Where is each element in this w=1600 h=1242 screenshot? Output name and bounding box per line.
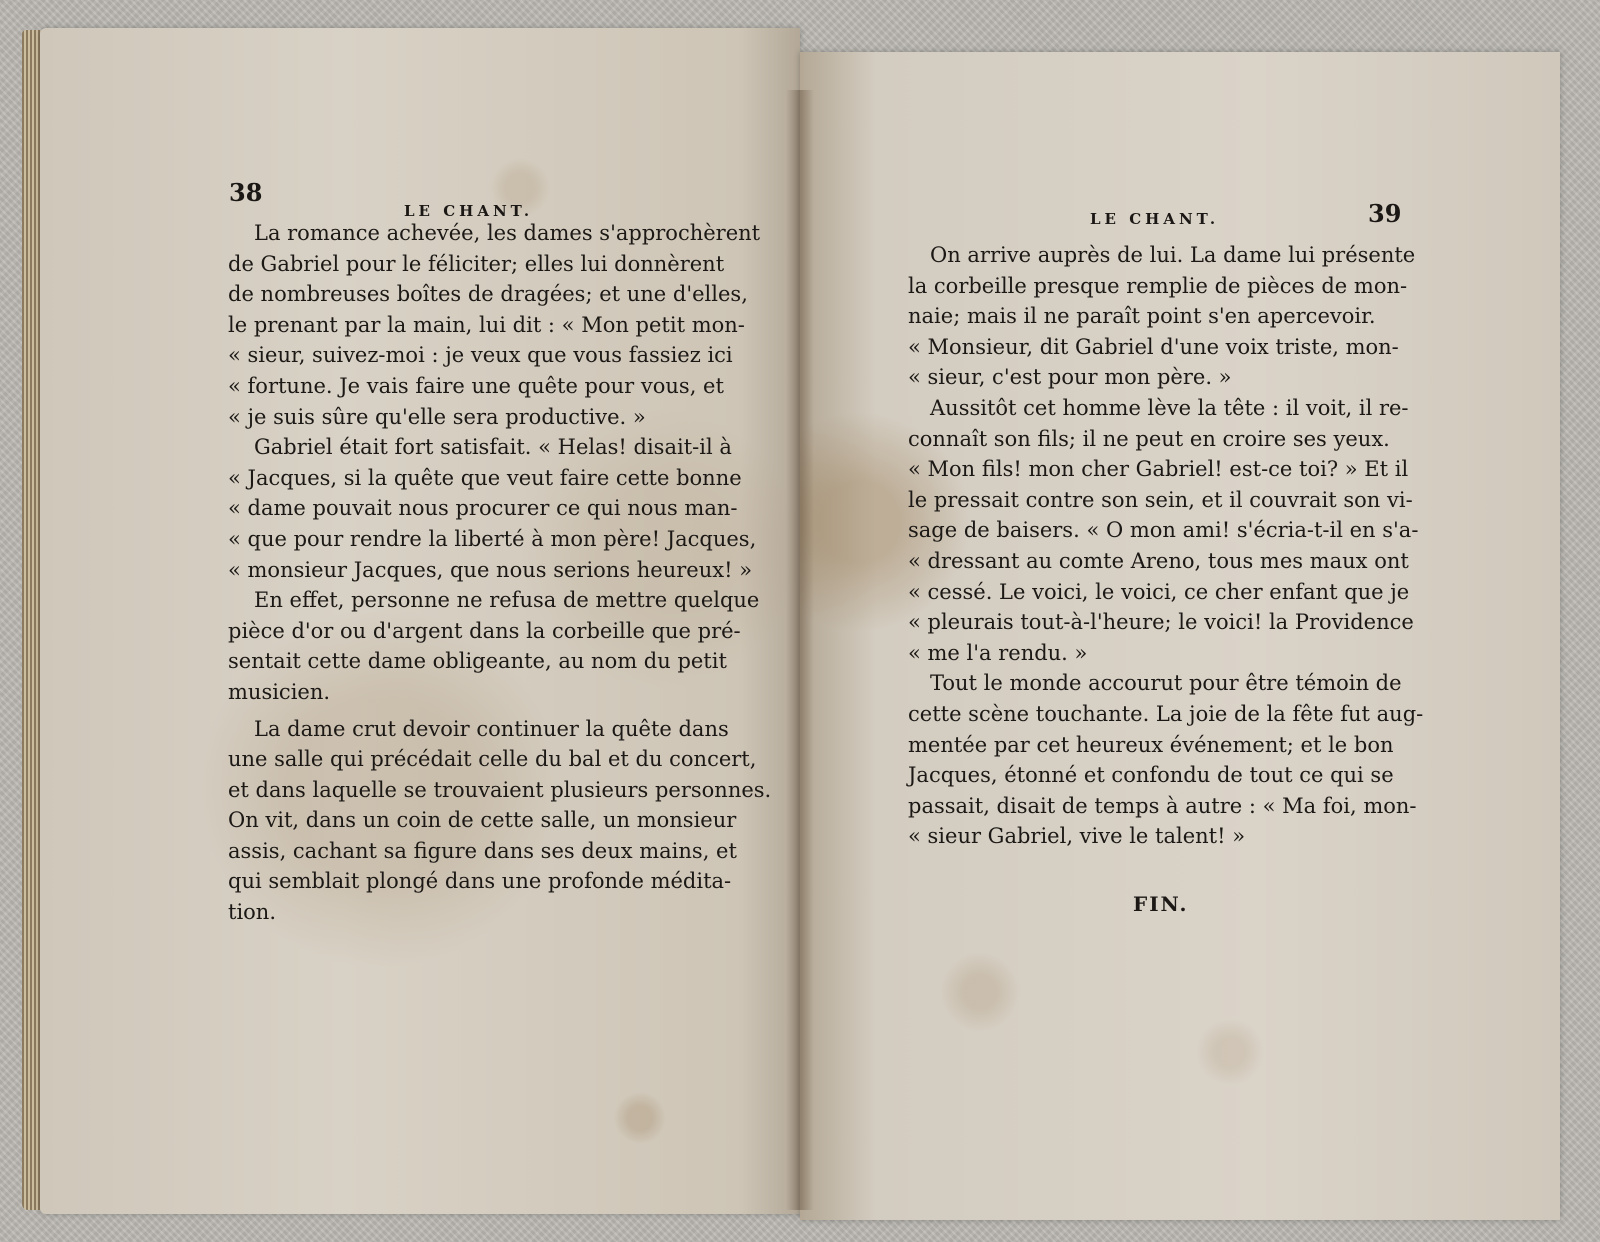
- text-line: « pleurais tout-à-l'heure; le voici! la Providence: [908, 610, 1414, 635]
- text-line: « dressant au comte Areno, tous mes maux ont: [908, 548, 1409, 573]
- text-line: assis, cachant sa figure dans ses deux mains, et: [228, 838, 737, 863]
- text-line: On vit, dans un coin de cette salle, un monsieur: [228, 808, 737, 833]
- page-number-left: 38: [229, 178, 263, 207]
- text-line: la corbeille presque remplie de pièces de mon-: [908, 273, 1408, 298]
- text-line: tion.: [228, 900, 276, 925]
- running-head-left: LE CHANT.: [404, 202, 534, 220]
- left-page-text: [228, 218, 772, 928]
- text-line: passait, disait de temps à autre : « Ma foi, mon-: [908, 793, 1417, 818]
- running-head-right: LE CHANT.: [1090, 210, 1220, 228]
- text-line: de nombreuses boîtes de dragées; et une d'elles,: [228, 282, 748, 307]
- text-line: sentait cette dame obligeante, au nom du petit: [228, 649, 727, 674]
- text-line: En effet, personne ne refusa de mettre quelque: [254, 588, 760, 613]
- text-line: « Mon fils! mon cher Gabriel! est-ce toi? » Et il: [908, 457, 1409, 482]
- text-line: Jacques, étonné et confondu de tout ce qui se: [908, 763, 1394, 788]
- text-line: « que pour rendre la liberté à mon père! Jacques,: [228, 526, 757, 551]
- text-line: Gabriel était fort satisfait. « Helas! disait-il à: [254, 435, 732, 460]
- text-line: de Gabriel pour le féliciter; elles lui donnèrent: [228, 251, 725, 276]
- right-page-text: [908, 240, 1424, 852]
- text-line: mentée par cet heureux événement; et le bon: [908, 732, 1394, 757]
- page-number-right: 39: [1368, 199, 1402, 228]
- end-mark: FIN.: [1133, 892, 1189, 916]
- text-line: musicien.: [228, 679, 331, 704]
- text-line: le prenant par la main, lui dit : « Mon petit mon-: [228, 312, 745, 337]
- text-line: On arrive auprès de lui. La dame lui présente: [930, 243, 1416, 267]
- text-line: Tout le monde accourut pour être témoin de: [930, 671, 1402, 696]
- text-line: qui semblait plongé dans une profonde médita-: [228, 869, 732, 894]
- text-line: « sieur Gabriel, vive le talent! »: [908, 824, 1246, 849]
- text-line: le pressait contre son sein, et il couvrait son vi-: [908, 487, 1413, 512]
- text-line: « me l'a rendu. »: [908, 640, 1088, 665]
- text-line: pièce d'or ou d'argent dans la corbeille que pré-: [228, 618, 741, 643]
- text-line: « cessé. Le voici, le voici, ce cher enfant que je: [908, 579, 1410, 604]
- text-line: « dame pouvait nous procurer ce qui nous man-: [228, 496, 738, 521]
- text-line: « sieur, suivez-moi : je veux que vous fassiez ici: [228, 343, 733, 368]
- text-line: « sieur, c'est pour mon père. »: [908, 365, 1232, 390]
- text-line: « fortune. Je vais faire une quête pour vous, et: [228, 373, 724, 398]
- book-gutter: [786, 90, 814, 1210]
- text-line: naie; mais il ne paraît point s'en apercevoir.: [908, 304, 1376, 329]
- text-line: sage de baisers. « O mon ami! s'écria-t-il en s'a-: [908, 518, 1419, 543]
- text-line: « je suis sûre qu'elle sera productive. »: [228, 404, 646, 429]
- text-line: « Monsieur, dit Gabriel d'une voix triste, mon-: [908, 334, 1399, 359]
- text-line: La dame crut devoir continuer la quête dans: [254, 716, 729, 741]
- text-line: connaît son fils; il ne peut en croire ses yeux.: [908, 426, 1390, 451]
- text-line: « monsieur Jacques, que nous serions heureux! »: [228, 557, 753, 582]
- text-line: cette scène touchante. La joie de la fête fut aug-: [908, 701, 1424, 726]
- text-line: Aussitôt cet homme lève la tête : il voit, il re-: [930, 395, 1409, 420]
- text-line: « Jacques, si la quête que veut faire cette bonne: [228, 465, 742, 490]
- text-line: une salle qui précédait celle du bal et du concert,: [228, 747, 757, 772]
- text-line: et dans laquelle se trouvaient plusieurs personnes.: [228, 777, 772, 802]
- text-line: La romance achevée, les dames s'approchèrent: [254, 221, 761, 245]
